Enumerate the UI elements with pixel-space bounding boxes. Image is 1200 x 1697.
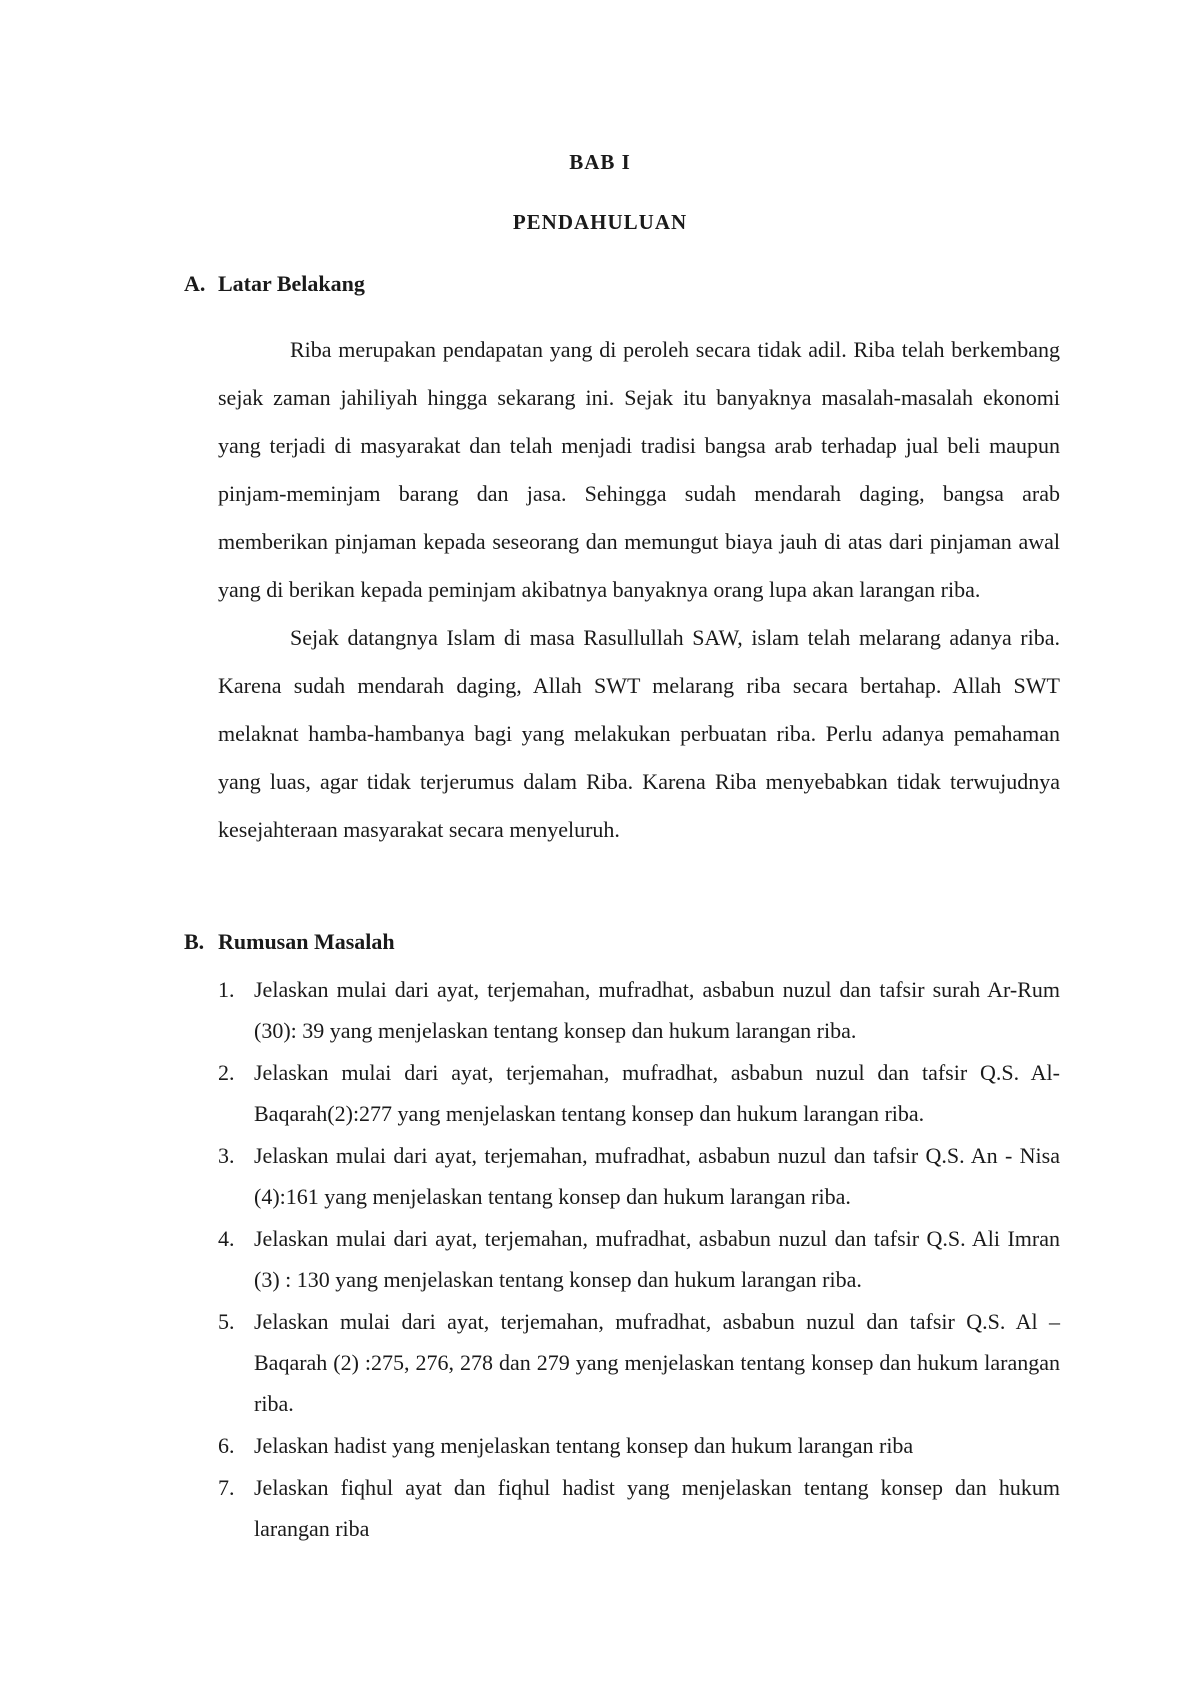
list-item-text: Jelaskan mulai dari ayat, terjemahan, mufradhat, asbabun nuzul dan tafsir Q.S. Ali Imran (3) : 130 yang menjelaskan tentang konsep dan hukum larangan riba. xyxy=(254,1226,1060,1292)
list-item-number: 3. xyxy=(218,1143,235,1168)
list-item xyxy=(218,1425,1060,1466)
list-item-number: 7. xyxy=(218,1475,235,1500)
list-item-number: 4. xyxy=(218,1226,235,1251)
list-item-number: 1. xyxy=(218,977,235,1002)
background-paragraphs xyxy=(218,326,1060,854)
problem-list xyxy=(218,969,1060,1550)
section-a-heading xyxy=(184,271,365,297)
list-item-text: Jelaskan mulai dari ayat, terjemahan, mufradhat, asbabun nuzul dan tafsir surah Ar-Rum (30): 39 yang menjelaskan tentang konsep dan hukum larangan riba. xyxy=(254,977,1060,1043)
section-a-letter: A. xyxy=(184,271,206,296)
section-a-title: Latar Belakang xyxy=(218,271,365,296)
paragraph: Riba merupakan pendapatan yang di peroleh secara tidak adil. Riba telah berkembang sejak zaman jahiliyah hingga sekarang ini. Sejak itu banyaknya masalah-masalah ekonomi yang terjadi di masyarakat dan telah menjadi tradisi bangsa arab terhadap jual beli maupun pinjam-meminjam barang dan jasa. Sehingga sudah mendarah daging, bangsa arab memberikan pinjaman kepada seseorang dan memungut biaya jauh di atas dari pinjaman awal yang di berikan kepada peminjam akibatnya banyaknya orang lupa akan larangan riba. xyxy=(218,337,1060,602)
chapter-title: PENDAHULUAN xyxy=(512,210,688,234)
list-item-number: 6. xyxy=(218,1433,235,1458)
list-item xyxy=(218,969,1060,1051)
section-b-title: Rumusan Masalah xyxy=(218,929,395,954)
list-item-text: Jelaskan fiqhul ayat dan fiqhul hadist yang menjelaskan tentang konsep dan hukum larangan riba xyxy=(254,1475,1060,1541)
list-item-text: Jelaskan mulai dari ayat, terjemahan, mufradhat, asbabun nuzul dan tafsir Q.S. Al – Baqarah (2) :275, 276, 278 dan 279 yang menjelaskan tentang konsep dan hukum larangan riba. xyxy=(254,1309,1060,1416)
list-item xyxy=(218,1052,1060,1134)
list-item-text: Jelaskan hadist yang menjelaskan tentang konsep dan hukum larangan riba xyxy=(254,1433,914,1458)
section-b-letter: B. xyxy=(184,929,205,954)
list-item xyxy=(218,1301,1060,1424)
list-item xyxy=(218,1135,1060,1217)
list-item xyxy=(218,1467,1060,1549)
list-item xyxy=(218,1218,1060,1300)
paragraph: Sejak datangnya Islam di masa Rasullullah SAW, islam telah melarang adanya riba. Karena sudah mendarah daging, Allah SWT melarang riba secara bertahap. Allah SWT melaknat hamba-hambanya bagi yang melakukan perbuatan riba. Perlu adanya pemahaman yang luas, agar tidak terjerumus dalam Riba. Karena Riba menyebabkan tidak terwujudnya kesejahteraan masyarakat secara menyeluruh. xyxy=(218,625,1060,842)
chapter-label: BAB I xyxy=(569,150,631,174)
section-b-heading xyxy=(184,929,395,955)
list-item-text: Jelaskan mulai dari ayat, terjemahan, mufradhat, asbabun nuzul dan tafsir Q.S. Al-Baqarah(2):277 yang menjelaskan tentang konsep dan hukum larangan riba. xyxy=(254,1060,1060,1126)
list-item-number: 5. xyxy=(218,1309,235,1334)
list-item-text: Jelaskan mulai dari ayat, terjemahan, mufradhat, asbabun nuzul dan tafsir Q.S. An - Nisa (4):161 yang menjelaskan tentang konsep dan hukum larangan riba. xyxy=(254,1143,1060,1209)
list-item-number: 2. xyxy=(218,1060,235,1085)
